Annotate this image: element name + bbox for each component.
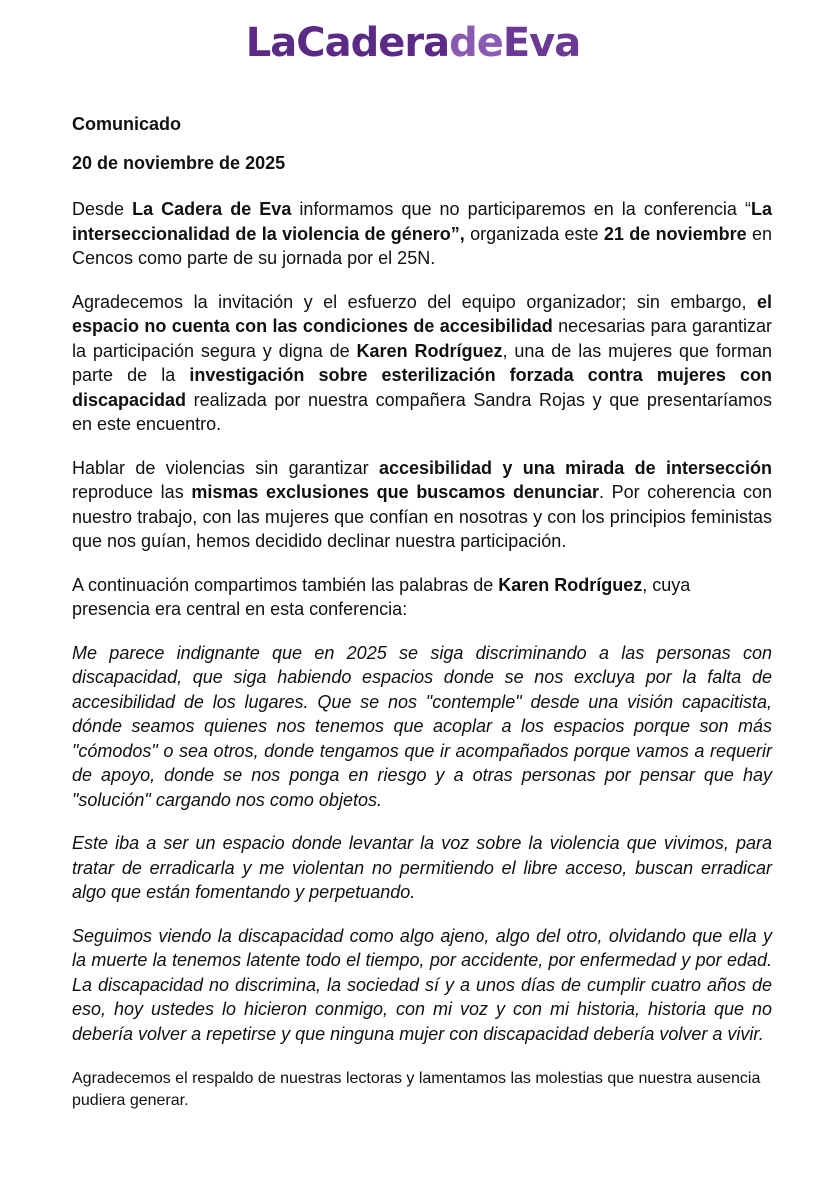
p1-bold-f: 21 de noviembre: [603, 223, 747, 244]
logo-de: de: [449, 20, 503, 66]
paragraph-3: [72, 456, 772, 554]
p4-bold-b: Karen Rodríguez: [498, 574, 643, 595]
paragraph-2: [72, 290, 772, 437]
p4-text-a: A continuación compartimos también las palabras de: [72, 574, 499, 595]
document-body: [72, 110, 772, 1112]
closing-paragraph: Agradecemos el respaldo de nuestras lectoras y lamentamos las molestias que nuestra ausencia pudiera generar.: [72, 1070, 761, 1109]
p2-bold-d: Karen Rodríguez: [356, 340, 503, 361]
p1-text-g: en Cencos como parte de su jornada por el 25N.: [72, 223, 773, 268]
p4-text-c: , cuya presencia era central en esta conferencia:: [72, 574, 691, 619]
p1-bold-d: La interseccionalidad de la violencia de género”,: [72, 199, 772, 244]
p1-bold-b: La Cadera de Eva: [132, 199, 292, 219]
document-date: 20 de noviembre de 2025: [72, 153, 286, 173]
logo-eva: Eva: [502, 20, 581, 66]
brand-logo: [0, 20, 826, 66]
p3-text-e: . Por coherencia con nuestro trabajo, con las mujeres que confían en nosotras y con los principios feministas que nos guían, hemos decidido declinar nuestra participación.: [72, 482, 773, 551]
p2-text-a: Agradecemos la invitación y el esfuerzo del equipo organizador; sin embargo,: [72, 291, 757, 312]
p2-bold-b: el espacio no cuenta con las condiciones de accesibilidad: [72, 291, 772, 336]
paragraph-4: [72, 573, 772, 622]
p3-bold-b: accesibilidad y una mirada de intersección: [379, 457, 772, 478]
p2-bold-f: investigación sobre esterilización forzada contra mujeres con discapacidad: [72, 365, 772, 410]
p2-text-c: necesarias para garantizar la participación segura y digna de: [72, 316, 772, 361]
p3-text-a: Hablar de violencias sin garantizar: [72, 457, 379, 478]
quote-paragraph-2: Este iba a ser un espacio donde levantar la voz sobre la violencia que vivimos, para tratar de erradicarla y me violentan no permitiendo el libre acceso, buscan erradicar algo que están fomentando y perpetuando.: [72, 833, 772, 902]
p2-text-g: realizada por nuestra compañera Sandra Rojas y que presentaríamos en este encuentro.: [72, 389, 772, 434]
p1-text-e: organizada este: [464, 223, 604, 244]
paragraph-1: [72, 197, 772, 271]
quote-paragraph-1: Me parece indignante que en 2025 se siga discriminando a las personas con discapacidad, que siga habiendo espacios donde se nos excluya por la falta de accesibilidad de los lugares. Que se nos "contemple" desde una visión capacitista, dónde seamos quienes nos tenemos que acoplar a los espacios porque son más "cómodos" o sea otros, donde tengamos que ir acompañados porque vamos a requerir de apoyo, donde se nos ponga en riesgo y a otras personas por pensar que hay "solución" cargando nos como objetos.: [72, 642, 772, 810]
p1-text-c: informamos que no participaremos en la conferencia “: [291, 199, 751, 219]
p2-text-e: , una de las mujeres que forman parte de la: [72, 340, 772, 385]
document-heading: Comunicado: [72, 114, 182, 134]
p1-text-a: Desde: [72, 199, 133, 219]
logo-cadera: Cadera: [296, 20, 450, 66]
p3-text-c: reproduce las: [72, 482, 192, 502]
p3-bold-d: mismas exclusiones que buscamos denunciar: [191, 482, 600, 502]
logo-la: La: [245, 20, 297, 66]
quote-paragraph-3: Seguimos viendo la discapacidad como algo ajeno, algo del otro, olvidando que ella y la muerte la tenemos latente todo el tiempo, por accidente, por enfermedad y por edad. La discapacidad no discrimina, la sociedad sí y a unos días de cumplir cuatro años de eso, hoy ustedes lo hicieron conmigo, con mi voz y con mi historia, historia que no debería volver a repetirse y que ninguna mujer con discapacidad debería volver a vivir.: [72, 925, 772, 1044]
